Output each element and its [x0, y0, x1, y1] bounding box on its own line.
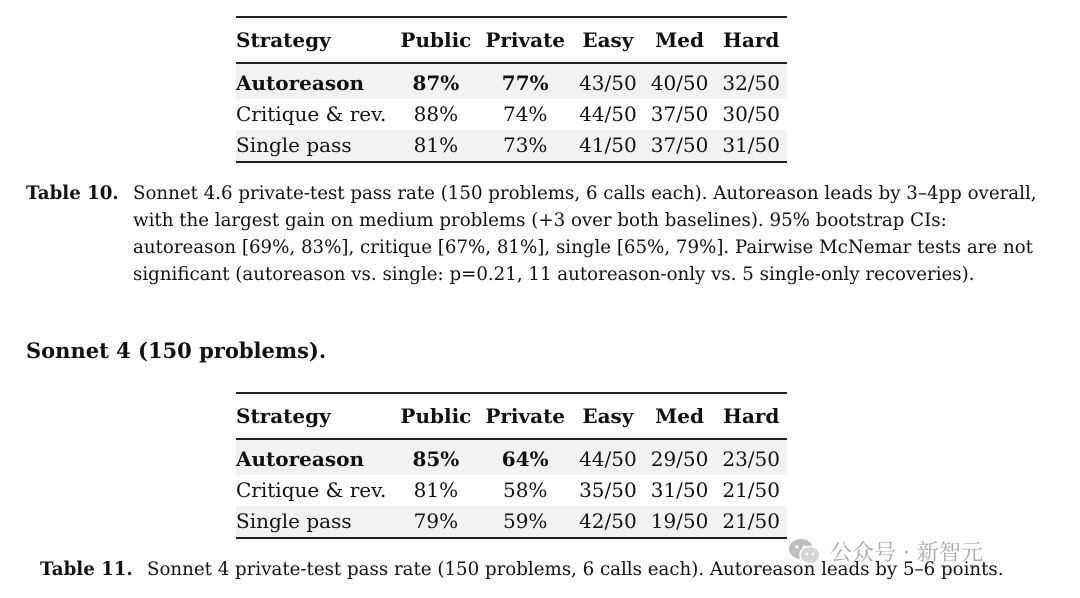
cell-med: 19/50	[644, 506, 716, 538]
cell-hard: 21/50	[715, 506, 787, 538]
column-header-easy: Easy	[582, 404, 634, 428]
table-header-row	[236, 393, 787, 439]
table-11	[236, 392, 787, 539]
column-header-med: Med	[655, 404, 704, 428]
cell-med: 29/50	[644, 439, 716, 475]
cell-private: 73%	[478, 130, 572, 162]
cell-easy: 41/50	[572, 130, 644, 162]
cell-public: 88%	[413, 102, 459, 126]
cell-private: 59%	[478, 506, 572, 538]
cell-public: 87%	[393, 63, 478, 99]
cell-easy: 43/50	[572, 63, 644, 99]
cell-hard: 21/50	[722, 478, 780, 502]
cell-private: 77%	[478, 63, 572, 99]
table-row	[236, 439, 787, 475]
cell-med: 37/50	[644, 130, 716, 162]
watermark-text: 公众号 · 新智元	[830, 541, 983, 566]
caption-label: Table 10.	[26, 183, 119, 204]
cell-strategy: Autoreason	[236, 63, 393, 99]
table-header-row	[236, 17, 787, 63]
cell-strategy: Single pass	[236, 506, 393, 538]
cell-med: 31/50	[650, 478, 709, 502]
cell-easy: 44/50	[579, 102, 637, 126]
column-header-private: Private	[485, 28, 566, 52]
table-10	[236, 16, 787, 163]
table-row	[236, 130, 787, 162]
column-header-med: Med	[655, 28, 704, 52]
cell-public: 79%	[393, 506, 478, 538]
cell-easy: 44/50	[572, 439, 644, 475]
table-row	[236, 63, 787, 99]
cell-public: 85%	[393, 439, 478, 475]
cell-hard: 32/50	[715, 63, 787, 99]
caption-text: Sonnet 4.6 private-test pass rate (150 problems, 6 calls each). Autoreason leads by 3–4pp overall, with the largest gain on medium problems (+3 over both baselines). 95% bootstrap CIs: autoreason [69%, 83%], critique [67%, 81%], single [65%, 79%]. Pairwise McNemar tests are not significant (autoreason vs. single: p=0.21, 11 autoreason-only vs. 5 single-only recoveries).	[133, 183, 1037, 285]
table-row	[236, 99, 787, 130]
column-header-strategy: Strategy	[236, 28, 331, 52]
column-header-easy: Easy	[582, 28, 634, 52]
column-header-private: Private	[485, 404, 566, 428]
cell-hard: 31/50	[715, 130, 787, 162]
cell-easy: 42/50	[572, 506, 644, 538]
cell-strategy: Single pass	[236, 130, 393, 162]
cell-strategy: Critique & rev.	[236, 478, 387, 502]
caption-text: Sonnet 4 private-test pass rate (150 problems, 6 calls each). Autoreason leads by 5–6 points.	[147, 559, 1004, 580]
cell-strategy: Autoreason	[236, 439, 393, 475]
section-heading: Sonnet 4 (150 problems).	[26, 338, 327, 363]
cell-private: 64%	[478, 439, 572, 475]
cell-private: 58%	[502, 478, 548, 502]
cell-private: 74%	[502, 102, 548, 126]
cell-med: 37/50	[650, 102, 709, 126]
caption-label: Table 11.	[40, 559, 133, 580]
cell-hard: 23/50	[715, 439, 787, 475]
table-row	[236, 475, 787, 506]
column-header-public: Public	[400, 404, 472, 428]
cell-public: 81%	[413, 478, 459, 502]
column-header-hard: Hard	[722, 404, 780, 428]
cell-strategy: Critique & rev.	[236, 102, 387, 126]
column-header-hard: Hard	[722, 28, 780, 52]
table-row	[236, 506, 787, 538]
cell-med: 40/50	[644, 63, 716, 99]
cell-hard: 30/50	[722, 102, 780, 126]
cell-public: 81%	[393, 130, 478, 162]
column-header-strategy: Strategy	[236, 404, 331, 428]
column-header-public: Public	[400, 28, 472, 52]
cell-easy: 35/50	[579, 478, 637, 502]
